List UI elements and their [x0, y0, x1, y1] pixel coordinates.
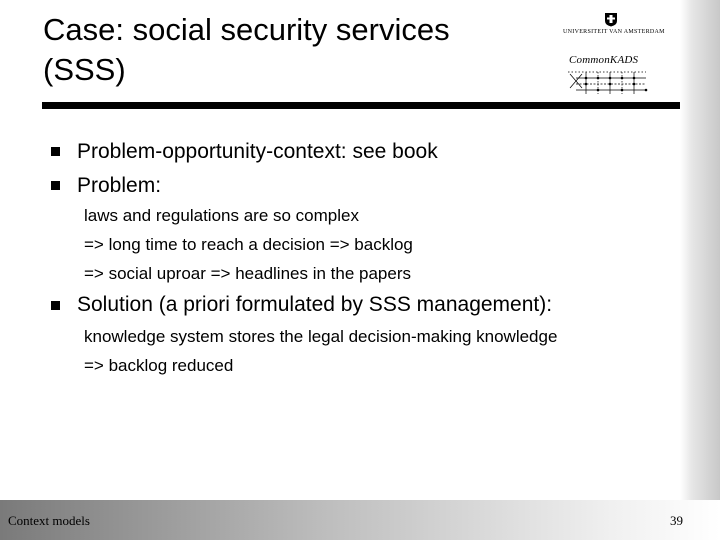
- footer-bar: [0, 500, 720, 540]
- commonkads-logo: [566, 54, 648, 96]
- sub-bullet-text: => backlog reduced: [84, 356, 234, 375]
- title-divider: [42, 102, 680, 109]
- title-line-1: Case: social security services: [43, 12, 450, 47]
- university-logo: [563, 12, 665, 42]
- commonkads-wordmark: CommonKADS: [569, 54, 639, 66]
- bullet-text: Problem-opportunity-context: see book: [77, 140, 438, 163]
- bullet-text: Solution (a priori formulated by SSS management):: [77, 293, 553, 316]
- bullet-square-icon: [51, 181, 60, 190]
- title-line-2: (SSS): [43, 52, 126, 87]
- university-name: UNIVERSITEIT VAN AMSTERDAM: [563, 29, 665, 35]
- sub-bullet-text: => social uproar => headlines in the papers: [84, 264, 412, 283]
- bullet-text: Problem:: [77, 174, 162, 197]
- slide-title: [43, 10, 543, 90]
- bullet-square-icon: [51, 301, 60, 310]
- commonkads-grid-icon: [566, 66, 648, 96]
- right-border-shade: [680, 0, 720, 540]
- footer-section-label: Context models: [8, 513, 90, 528]
- sub-bullet-text: laws and regulations are so complex: [84, 206, 359, 225]
- bullet-square-icon: [51, 147, 60, 156]
- sub-bullet-text: => long time to reach a decision => backlog: [84, 235, 413, 254]
- university-seal-icon: [604, 12, 618, 27]
- sub-bullet-text: knowledge system stores the legal decision-making knowledge: [84, 327, 558, 346]
- page-number: 39: [670, 513, 683, 528]
